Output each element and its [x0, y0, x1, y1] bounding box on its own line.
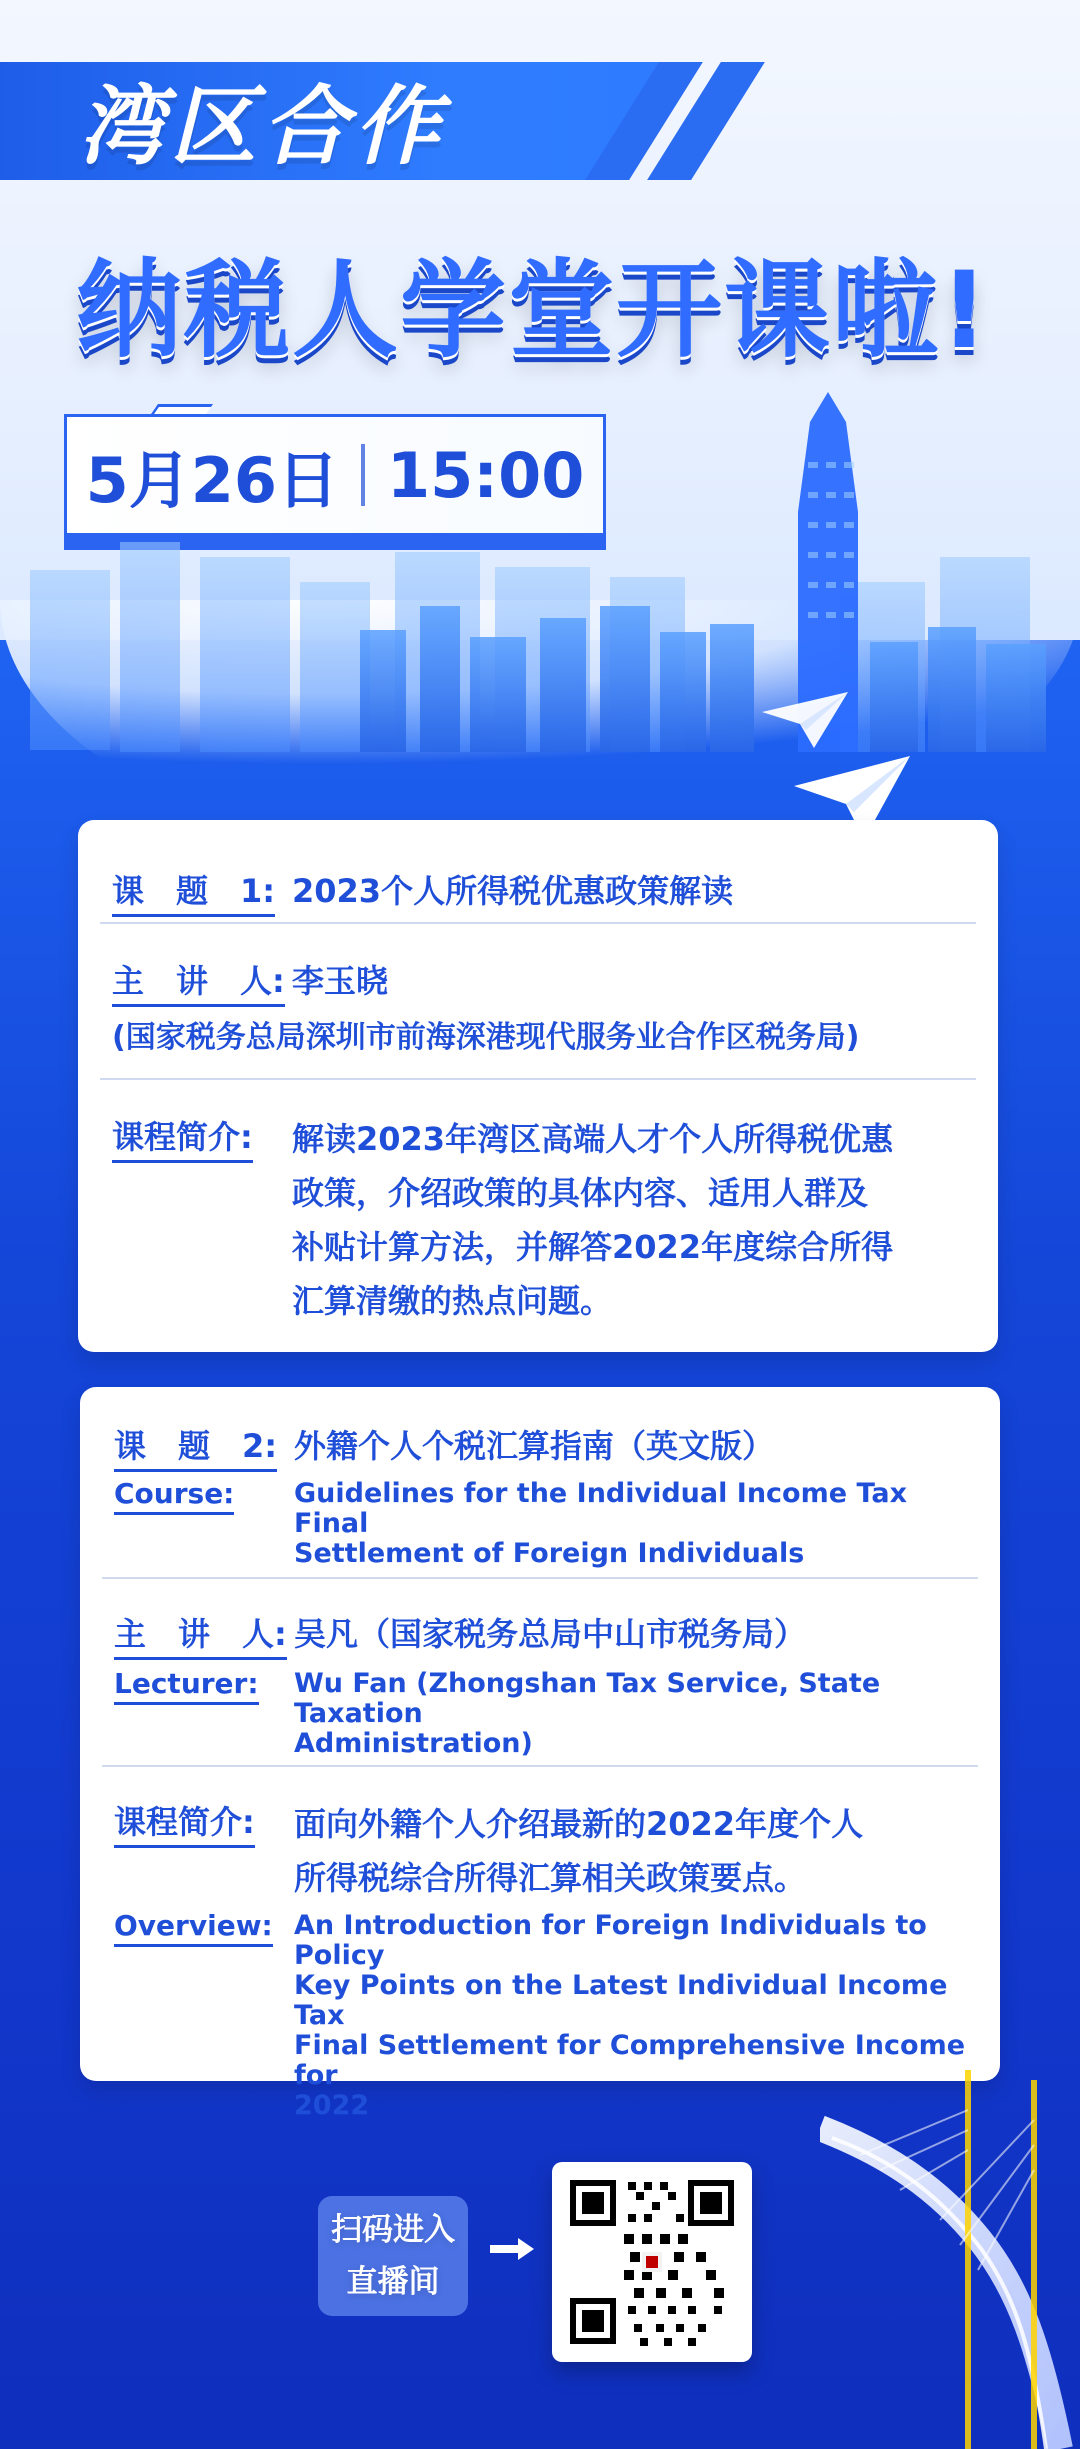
scan-label-line: 扫码进入: [331, 2212, 455, 2248]
main-title: 纳税人学堂开课啦!: [76, 249, 991, 372]
course-2-lecturer-label-en: Lecturer:: [114, 1667, 259, 1705]
qr-code[interactable]: [552, 2162, 752, 2362]
course-2-topic-label: 课 题 2:: [114, 1421, 277, 1472]
paper-plane-icon: [760, 690, 850, 750]
event-time: 15:00: [387, 438, 585, 512]
course-2-lecturer-value-en-line: Wu Fan (Zhongshan Tax Service, State Taxation: [294, 1668, 881, 1729]
course-2-lecturer-value-en-line: Administration): [294, 1728, 533, 1759]
course-2-overview-en-line: 2022: [294, 2090, 370, 2121]
event-date: 5月26日: [85, 443, 340, 517]
course-2-course-label-en: Course:: [114, 1477, 234, 1515]
course-1-intro-line: 补贴计算方法，并解答2022年度综合所得: [292, 1228, 894, 1266]
course-2-overview-en-line: Key Points on the Latest Individual Income Tax: [294, 1970, 948, 2031]
course-2-intro-line: 所得税综合所得汇算相关政策要点。: [294, 1859, 807, 1897]
course-2-topic-english-version: （英文版）: [614, 1427, 775, 1465]
course-2-topic-value: 外籍个人个税汇算指南: [294, 1427, 615, 1465]
scan-label-line: 直播间: [346, 2264, 440, 2300]
course-2-speaker-label: 主 讲 人:: [114, 1609, 287, 1660]
course-1-affiliation-row: [112, 1012, 968, 1056]
course-2-overview-en-line: An Introduction for Foreign Individuals to Policy: [294, 1910, 927, 1971]
divider: [100, 1078, 976, 1080]
divider: [102, 1577, 978, 1579]
course-1-card: [78, 820, 998, 1352]
course-2-intro-line: 面向外籍个人介绍最新的2022年度个人: [294, 1805, 864, 1843]
arrow-right-icon: [488, 2235, 536, 2263]
course-2-course-value-en-line: Settlement of Foreign Individuals: [294, 1538, 805, 1569]
course-1-topic-value: 2023个人所得税优惠政策解读: [292, 872, 734, 910]
course-2-speaker-row: [114, 1609, 970, 1653]
course-1-speaker-affiliation: (国家税务总局深圳市前海深港现代服务业合作区税务局): [112, 1020, 860, 1055]
scan-to-live-label: [318, 2196, 468, 2316]
course-1-speaker-value: 李玉晓: [292, 962, 389, 1000]
course-1-intro-label: 课程简介:: [112, 1112, 253, 1163]
divider: [100, 922, 976, 924]
course-2-intro-row: [114, 1797, 970, 1907]
course-2-course-en-row: [114, 1477, 970, 1569]
course-2-card: [80, 1387, 1000, 2121]
divider: [102, 1765, 978, 1767]
course-2-overview-label-en: Overview:: [114, 1909, 273, 1947]
course-1-topic-row: [112, 866, 968, 910]
course-1-speaker-row: [112, 956, 968, 1000]
course-2-lecturer-en-row: [114, 1667, 970, 1759]
city-skyline: [0, 392, 1080, 772]
course-1-intro-line: 汇算清缴的热点问题。: [292, 1282, 613, 1320]
header-title: 湾区合作: [78, 77, 446, 177]
course-2-speaker-value: 吴凡（国家税务总局中山市税务局）: [294, 1615, 807, 1653]
course-2-overview-en-row: [114, 1909, 970, 2121]
course-1-intro-line: 解读2023年湾区高端人才个人所得税优惠: [292, 1120, 894, 1158]
course-1-speaker-label: 主 讲 人:: [112, 956, 285, 1007]
course-2-overview-en-line: Final Settlement for Comprehensive Income for: [294, 2030, 966, 2091]
course-1-topic-label: 课 题 1:: [112, 866, 275, 917]
course-2-intro-label: 课程简介:: [114, 1797, 255, 1848]
course-2-course-value-en-line: Guidelines for the Individual Income Tax Final: [294, 1478, 908, 1539]
course-1-intro-row: [112, 1112, 968, 1332]
course-1-intro-line: 政策，介绍政策的具体内容、适用人群及: [292, 1174, 869, 1212]
bridge-illustration: [820, 2050, 1080, 2449]
qr-code-icon: [564, 2174, 740, 2350]
course-2-topic-row: [114, 1421, 970, 1465]
